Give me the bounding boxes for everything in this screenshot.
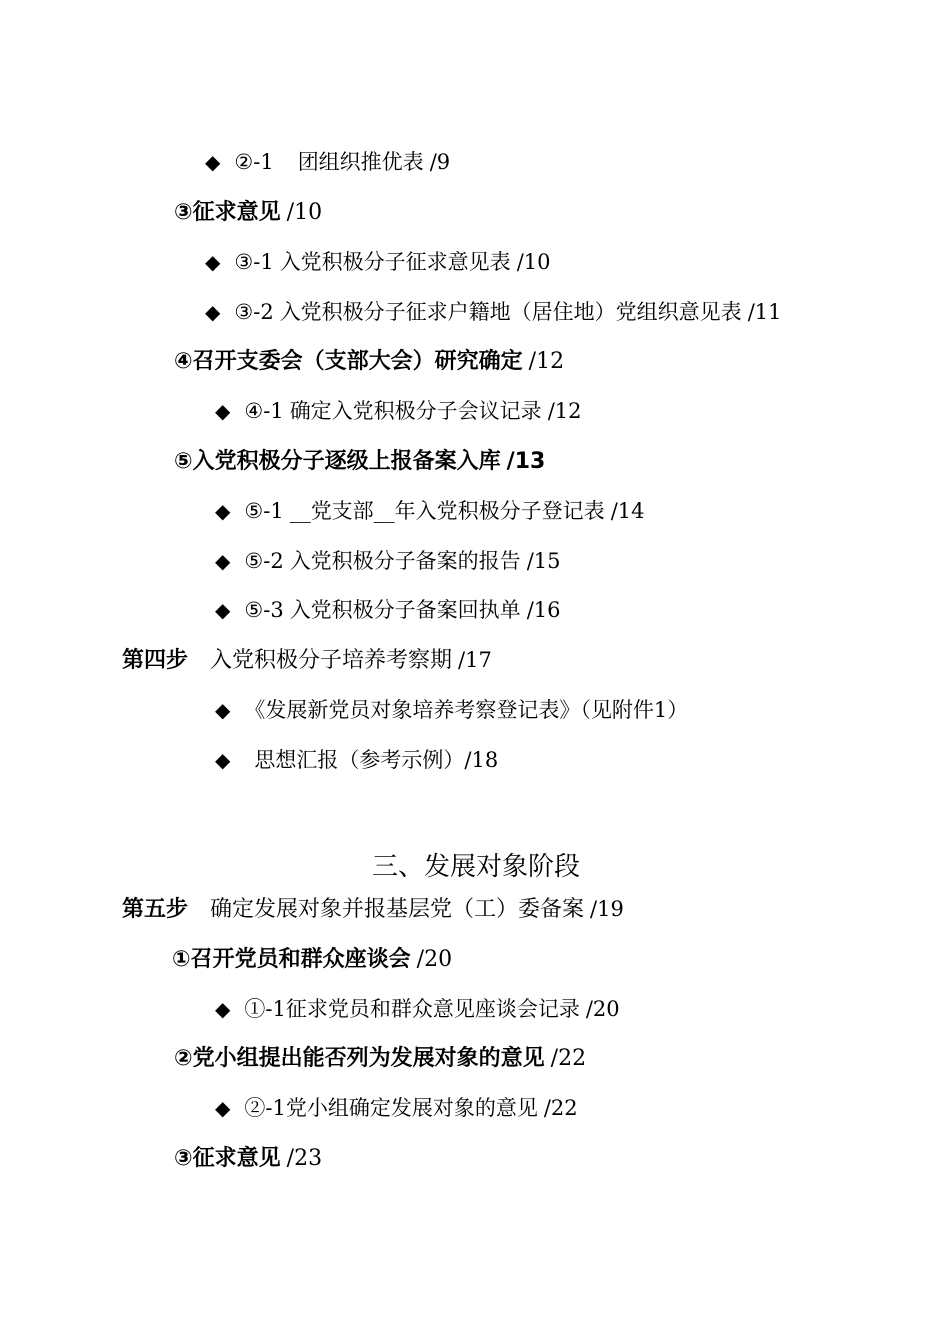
toc-item-text: 思想汇报（参考示例）/18 — [254, 748, 499, 772]
toc-item — [205, 302, 781, 323]
toc-subsection — [174, 1048, 586, 1070]
toc-subsection-text: 党小组提出能否列为发展对象的意见 — [192, 1046, 545, 1071]
toc-step-label: 第四步 — [122, 648, 189, 673]
toc-step — [122, 899, 624, 921]
toc-item-marker: ②-1 — [234, 150, 274, 174]
toc-step-label: 第五步 — [122, 897, 189, 922]
toc-item-marker: ⑤-1 — [244, 499, 284, 523]
toc-item-text: 入党积极分子征求意见表 — [279, 250, 511, 274]
toc-item — [215, 700, 688, 721]
diamond-icon: ◆ — [205, 300, 221, 324]
toc-item — [215, 1098, 578, 1119]
toc-item — [215, 551, 560, 572]
toc-item-marker: ①-1 — [244, 997, 286, 1021]
toc-item — [215, 401, 581, 422]
diamond-icon: ◆ — [215, 549, 231, 573]
toc-item-text: 入党积极分子备案的报告 — [289, 549, 521, 573]
toc-item-text: 入党积极分子备案回执单 — [289, 598, 521, 622]
toc-item — [215, 999, 620, 1020]
diamond-icon: ◆ — [215, 997, 231, 1021]
toc-item-marker: ②-1 — [244, 1096, 286, 1120]
diamond-icon: ◆ — [215, 748, 231, 772]
toc-step-page: /19 — [590, 897, 624, 921]
toc-item-page: /14 — [610, 499, 645, 523]
toc-subsection-marker: ② — [174, 1046, 193, 1071]
toc-item — [205, 152, 450, 173]
toc-item — [215, 600, 560, 621]
toc-item-page: /15 — [526, 549, 561, 573]
toc-step-text: 入党积极分子培养考察期 — [210, 648, 453, 673]
toc-item-text: 《发展新党员对象培养考察登记表》（见附件1） — [244, 698, 689, 722]
toc-item-page: /22 — [543, 1096, 578, 1120]
toc-step-text: 确定发展对象并报基层党（工）委备案 — [210, 897, 585, 922]
toc-subsection — [174, 351, 564, 373]
toc-subsection-marker: ③ — [174, 1146, 193, 1171]
toc-subsection-marker: ① — [172, 947, 191, 972]
toc-subsection — [174, 202, 322, 224]
toc-subsection-page: /12 — [528, 349, 565, 374]
diamond-icon: ◆ — [215, 399, 231, 423]
diamond-icon: ◆ — [205, 150, 221, 174]
diamond-icon: ◆ — [215, 598, 231, 622]
diamond-icon: ◆ — [215, 1096, 231, 1120]
toc-item-marker: ⑤-3 — [244, 598, 284, 622]
toc-subsection-text: 召开支委会（支部大会）研究确定 — [192, 349, 523, 374]
toc-item-page: /16 — [526, 598, 561, 622]
toc-subsection-page: /23 — [286, 1146, 323, 1171]
toc-subsection-page: /22 — [550, 1046, 587, 1071]
toc-item-page: /12 — [547, 399, 582, 423]
toc-step-page: /17 — [458, 648, 492, 672]
toc-item-marker: ③-2 — [234, 300, 274, 324]
toc-subsection-text: 入党积极分子逐级上报备案入库 — [192, 449, 501, 474]
toc-item-marker: ④-1 — [244, 399, 284, 423]
toc-item-marker: ⑤-2 — [244, 549, 284, 573]
toc-item-text: 入党积极分子征求户籍地（居住地）党组织意见表 — [279, 300, 742, 324]
toc-subsection-marker: ④ — [174, 349, 193, 374]
toc-subsection — [174, 451, 545, 473]
diamond-icon: ◆ — [205, 250, 221, 274]
toc-item-page: /9 — [429, 150, 451, 174]
toc-subsection-page: /13 — [506, 449, 546, 474]
toc-item-marker: ③-1 — [234, 250, 274, 274]
diamond-icon: ◆ — [215, 698, 231, 722]
toc-subsection-marker: ⑤ — [174, 449, 193, 474]
toc-item — [205, 252, 550, 273]
toc-subsection-text: 征求意见 — [192, 200, 281, 225]
section-title: 三、发展对象阶段 — [372, 852, 581, 882]
toc-item-page: /10 — [516, 250, 551, 274]
toc-subsection-text: 召开党员和群众座谈会 — [190, 947, 411, 972]
toc-subsection-marker: ③ — [174, 200, 193, 225]
toc-item-text: 党小组确定发展对象的意见 — [285, 1096, 538, 1120]
toc-item-page: /11 — [747, 300, 782, 324]
toc-item-text: 团组织推优表 — [297, 150, 424, 174]
toc-item-text: 征求党员和群众意见座谈会记录 — [285, 997, 580, 1021]
toc-step — [122, 650, 492, 672]
toc-item-page: /20 — [585, 997, 620, 1021]
toc-item — [215, 750, 498, 771]
toc-item-text: __党支部__年入党积极分子登记表 — [289, 499, 605, 523]
toc-subsection-page: /10 — [286, 200, 323, 225]
toc-subsection — [172, 949, 452, 971]
diamond-icon: ◆ — [215, 499, 231, 523]
toc-subsection-page: /20 — [416, 947, 453, 972]
toc-subsection-text: 征求意见 — [192, 1146, 281, 1171]
toc-item-text: 确定入党积极分子会议记录 — [289, 399, 542, 423]
toc-item — [215, 501, 644, 522]
toc-subsection — [174, 1148, 322, 1170]
